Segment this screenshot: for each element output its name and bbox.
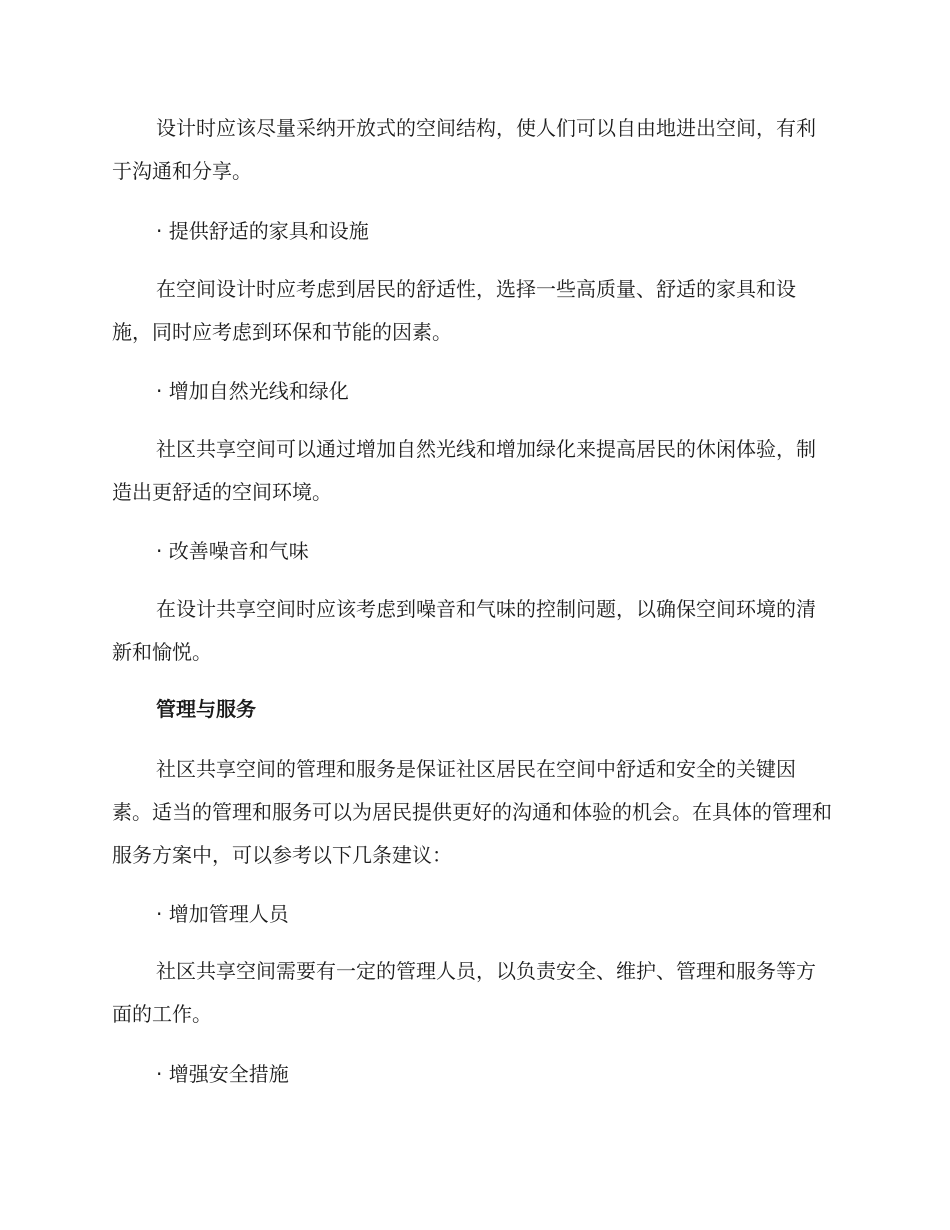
bullet-noise-odor: · 改善噪音和气味 [156, 539, 309, 563]
paragraph-management-staff: 社区共享空间需要有一定的管理人员，以负责安全、维护、管理和服务等方面的工作。 [112, 959, 816, 1026]
bullet-safety-measures: · 增强安全措施 [156, 1062, 289, 1086]
paragraph-open-space: 设计时应该尽量采纳开放式的空间结构，使人们可以自由地进出空间，有利于沟通和分享。 [112, 116, 816, 183]
bullet-natural-light: · 增加自然光线和绿化 [156, 379, 349, 403]
bullet-management-staff: · 增加管理人员 [156, 902, 289, 926]
paragraph-management: 社区共享空间的管理和服务是保证社区居民在空间中舒适和安全的关键因素。适当的管理和服务可以为居民提供更好的沟通和体验的机会。在具体的管理和服务方案中，可以参考以下几条建议： [112, 757, 832, 867]
paragraph-noise-odor: 在设计共享空间时应该考虑到噪音和气味的控制问题，以确保空间环境的清新和愉悦。 [112, 597, 816, 664]
section-heading-management: 管理与服务 [156, 697, 256, 721]
paragraph-comfort: 在空间设计时应考虑到居民的舒适性，选择一些高质量、舒适的家具和设施，同时应考虑到环保和节能的因素。 [112, 277, 796, 344]
paragraph-natural-light: 社区共享空间可以通过增加自然光线和增加绿化来提高居民的休闲体验，制造出更舒适的空间环境。 [112, 437, 816, 504]
bullet-comfortable-furniture: · 提供舒适的家具和设施 [156, 219, 369, 243]
